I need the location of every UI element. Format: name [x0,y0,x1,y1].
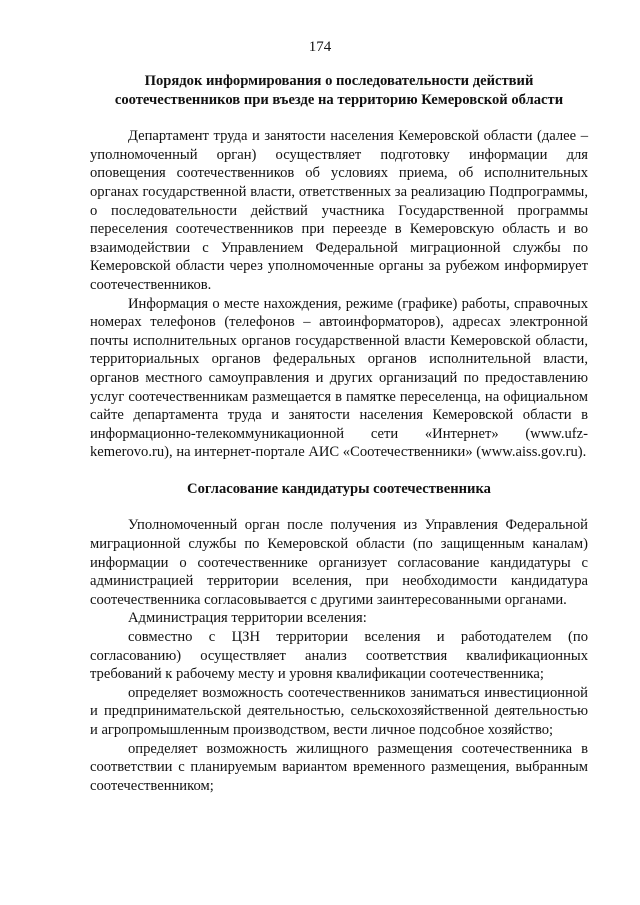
page-number: 174 [308,39,332,55]
heading-line-2: соотечественников при въезде на территорию Кемеровской области [114,91,564,108]
heading-line-1: Порядок информирования о последовательности действий [144,73,534,89]
paragraph: Уполномоченный орган после получения из Управления Федеральной миграционной службы по Кемеровской области (по защищенным каналам) информации о соотечественнике организует согласование кандидатуры с администрацией территории вселения, при необходимости кандидатура соотечественника согласовывается с другими заинтересованными органами. [90,517,588,608]
section-heading-candidate-approval: Согласование кандидатуры соотечественника [187,480,491,497]
paragraph: Администрация территории вселения: [128,610,367,627]
page-content [90,72,588,795]
paragraph: Информация о месте нахождения, режиме (графике) работы, справочных номерах телефонов (телефонов – автоинформаторов), адресах электронной почты исполнительных органов государственной власти Кемеровской области, территориальных органов федеральных органов исполнительной власти, органов местного самоуправления и других организаций по предоставлению услуг соотечественникам размещается в памятке переселенца, на официальном сайте департамента труда и занятости населения Кемеровской области в информационно-телекоммуникационной сети «Интернет» (www.ufz-kemerovo.ru), на интернет-портале АИС «Соотечественники» (www.aiss.gov.ru). [90,295,588,461]
paragraph: Департамент труда и занятости населения Кемеровской области (далее – уполномоченный орган) осуществляет подготовку информации для оповещения соотечественников об условиях приема, об исполнительных органах государственной власти, ответственных за реализацию Подпрограммы, о последовательности действий участника Государственной программы переселения соотечественников при переезде в Кемеровскую область и во взаимодействии с Управлением Федеральной миграционной службы по Кемеровской области через уполномоченные органы за рубежом информирует соотечественников. [90,128,588,293]
list-paragraph: определяет возможность жилищного размещения соотечественника в соответствии с планируемым вариантом временного размещения, выбранным соотечественником; [90,740,588,794]
section-heading-informing [90,72,588,109]
list-paragraph: определяет возможность соотечественников заниматься инвестиционной и предпринимательской деятельностью, сельскохозяйственной деятельностью и агропромышленным производством, вести личное подсобное хозяйство; [90,684,588,738]
list-paragraph: совместно с ЦЗН территории вселения и работодателем (по согласованию) осуществляет анализ соответствия квалификационных требований к рабочему месту и уровня квалификации соотечественника; [90,629,588,683]
